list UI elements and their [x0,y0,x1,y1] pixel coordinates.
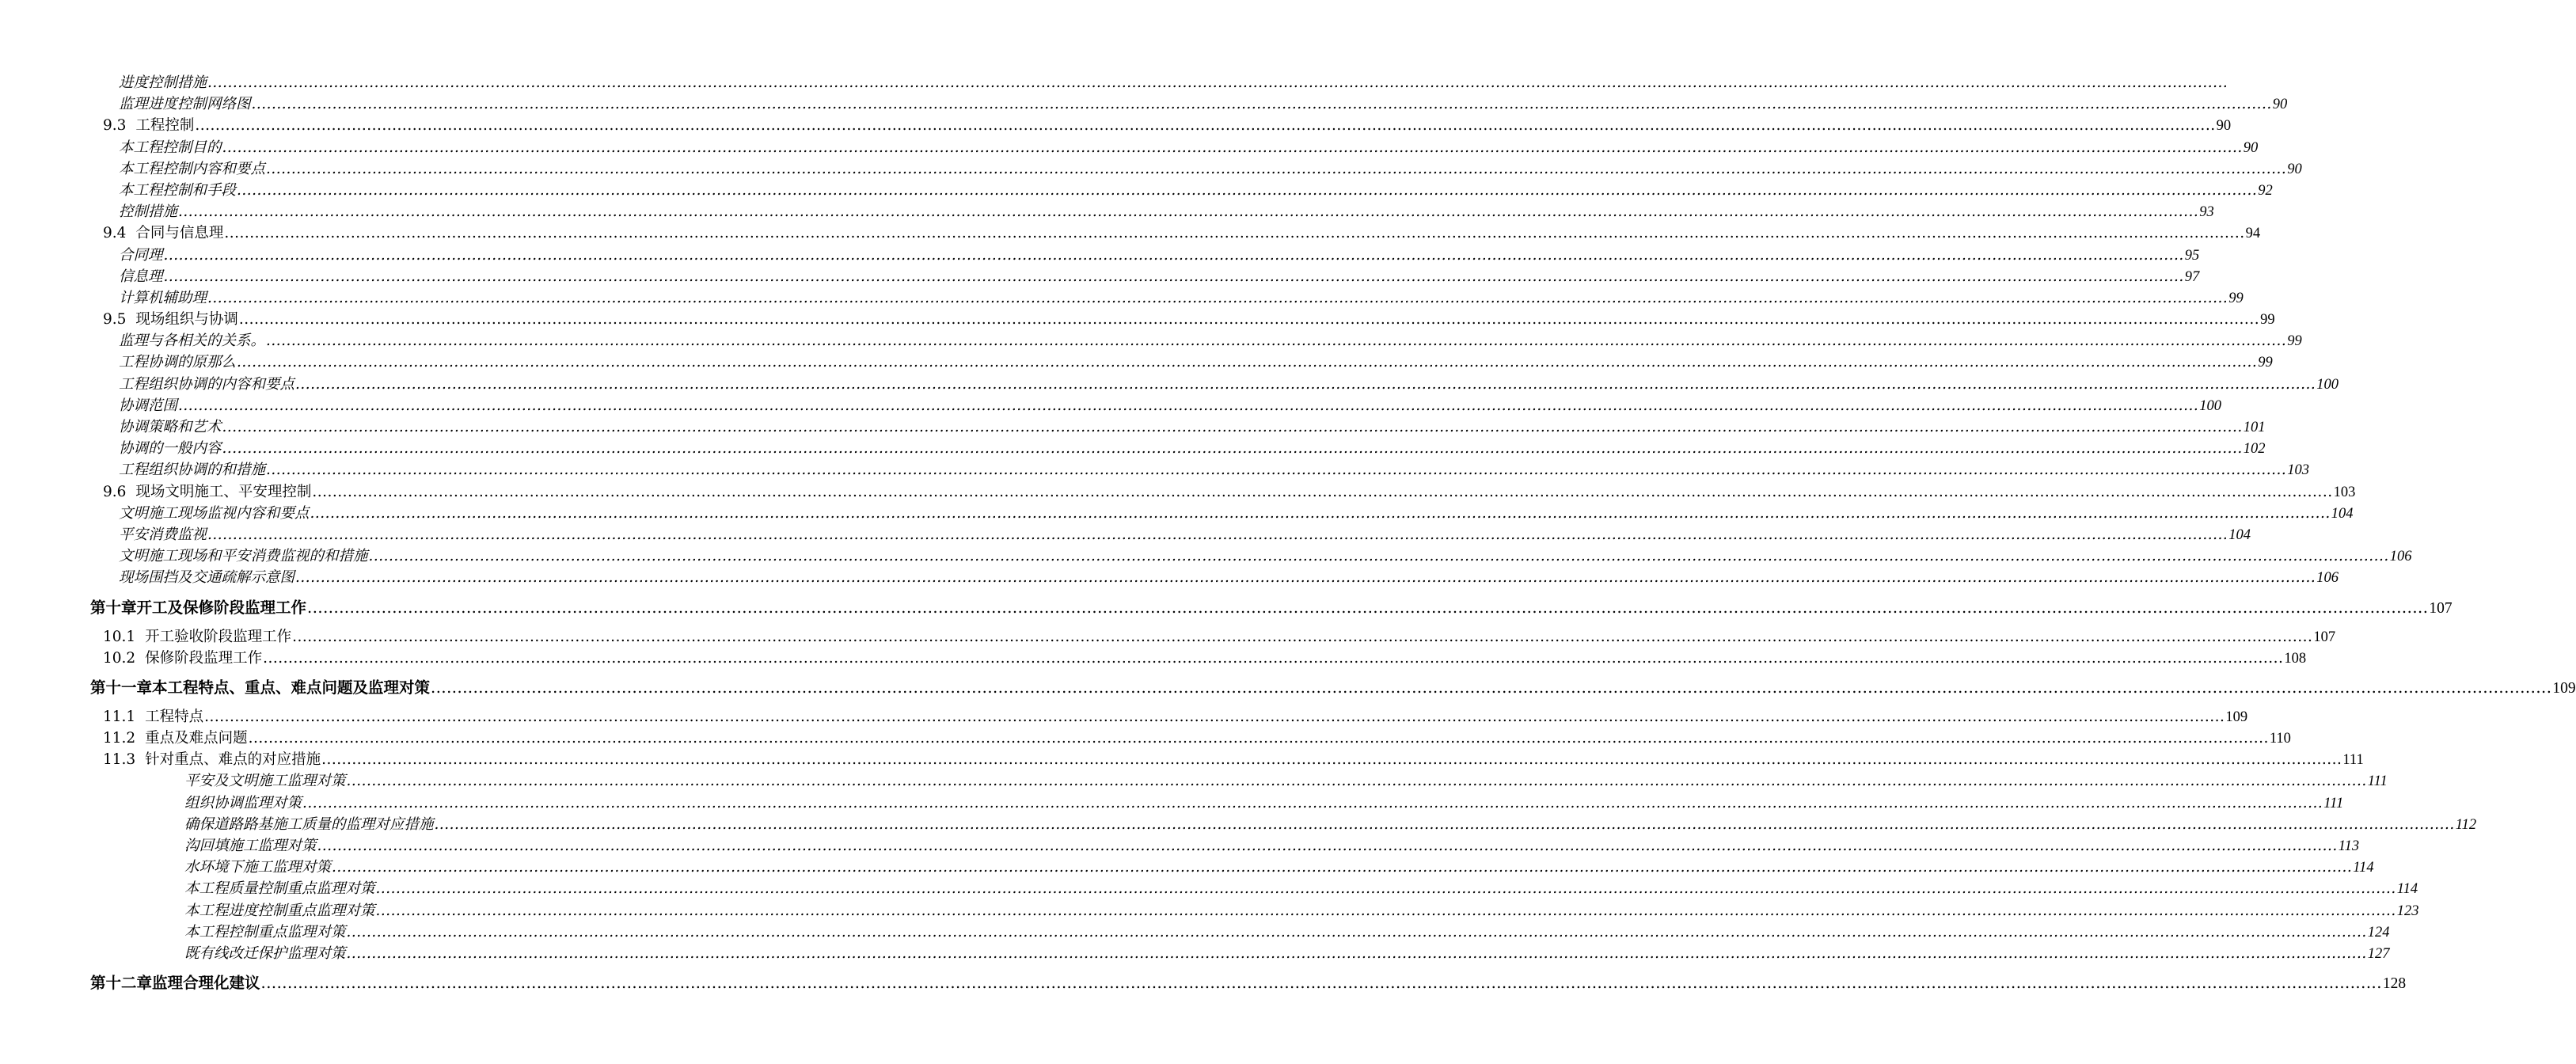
toc-page-number: 111 [2342,752,2364,769]
toc-page-number: 99 [2258,355,2273,371]
toc-entry-title [119,330,265,352]
toc-subsection-entry [119,352,2273,373]
toc-page-number: 94 [2245,226,2261,242]
toc-page-number: 114 [2396,881,2418,898]
toc-entry-title [184,943,346,964]
toc-dot-leader: ................................................................................................................................................................................................................................................................................................................................................................................................................ [307,598,2429,617]
toc-dot-leader: ................................................................................................................................................................................................................................................................................................................................................................................................................ [222,440,2243,458]
toc-entry-title [119,287,207,309]
toc-dot-leader: ................................................................................................................................................................................................................................................................................................................................................................................................................ [222,139,2243,156]
toc-entry-title [119,374,294,395]
toc-dot-leader: ................................................................................................................................................................................................................................................................................................................................................................................................................ [263,649,2284,667]
toc-entry-title [184,792,302,814]
toc-dot-leader: ................................................................................................................................................................................................................................................................................................................................................................................................................ [431,678,2552,697]
toc-title-text: 本工程质量控制重点监理对策 [184,880,375,898]
toc-page-number: 104 [2228,526,2251,543]
toc-dot-leader: ................................................................................................................................................................................................................................................................................................................................................................................................................ [346,944,2367,962]
toc-entry-title [119,545,368,567]
toc-subsection-entry [119,245,2200,266]
toc-section-entry [103,309,2275,330]
toc-dot-leader: ................................................................................................................................................................................................................................................................................................................................................................................................................ [302,794,2323,811]
toc-entry-title [103,706,203,728]
toc-dot-leader: ................................................................................................................................................................................................................................................................................................................................................................................................................ [178,397,2199,414]
toc-subsection-entry [184,943,2390,964]
toc-title-text: 平安及文明施工监理对策 [184,773,346,790]
toc-page-number: 107 [2313,629,2336,645]
toc-section-number: 10.1 [103,628,136,645]
toc-subsection-entry [119,374,2339,395]
toc-entry-title [119,93,251,115]
toc-dot-leader: ................................................................................................................................................................................................................................................................................................................................................................................................................ [321,751,2342,769]
toc-title-text: 本工程控制和手段 [119,181,237,199]
toc-dot-leader: ................................................................................................................................................................................................................................................................................................................................................................................................................ [434,815,2455,833]
toc-page-number: 92 [2258,182,2273,199]
toc-page-number: 99 [2260,312,2275,329]
toc-subsection-entry [119,180,2273,201]
toc-dot-leader: ................................................................................................................................................................................................................................................................................................................................................................................................................ [295,375,2316,393]
toc-title-text: 现场组织与协调 [135,311,238,329]
toc-title-text: 文明施工现场监视内容和要点 [119,504,310,522]
toc-subsection-entry [184,770,2388,792]
toc-title-text: 文明施工现场和平安消费监视的和措施 [119,548,368,565]
toc-page-number: 123 [2396,902,2419,919]
toc-title-text: 本工程控制内容和要点 [119,160,266,177]
toc-entry-title [119,524,207,545]
toc-title-text: 确保道路路基施工质量的监理对应措施 [184,815,434,833]
toc-title-text: 信息理 [119,268,163,285]
toc-chapter-entry [90,677,2576,698]
toc-page-number: 106 [2389,549,2412,565]
toc-dot-leader: ................................................................................................................................................................................................................................................................................................................................................................................................................ [266,332,2287,350]
toc-page-number: 106 [2316,570,2339,587]
toc-section-entry [103,222,2261,244]
toc-dot-leader: ................................................................................................................................................................................................................................................................................................................................................................................................................ [368,548,2389,565]
toc-dot-leader: ................................................................................................................................................................................................................................................................................................................................................................................................................ [266,462,2287,479]
toc-section-entry [103,728,2291,749]
toc-entry-title [90,597,306,618]
toc-title-text: 组织协调监理对策 [184,794,302,811]
toc-subsection-entry [184,922,2390,943]
toc-entry-title [184,922,346,943]
toc-title-text: 工程控制 [135,117,195,135]
toc-title-text: 计算机辅助理 [119,289,207,306]
toc-title-text: 工程特点 [145,708,204,725]
toc-subsection-entry [119,438,2266,459]
toc-subsection-entry [184,814,2477,835]
toc-page-number: 113 [2338,838,2360,854]
toc-dot-leader: ................................................................................................................................................................................................................................................................................................................................................................................................................ [238,311,2260,329]
toc-page-number: 97 [2184,268,2200,285]
toc-entry-title [119,266,163,287]
toc-title-text: 协调的一般内容 [119,440,222,458]
toc-section-number: 9.4 [103,225,127,242]
toc-title-text: 工程协调的原那么 [119,354,237,371]
toc-title-text: 第十二章监理合理化建议 [90,974,260,993]
toc-subsection-entry [184,835,2360,857]
toc-subsection-entry [119,93,2288,115]
toc-section-entry [103,626,2336,648]
toc-section-number: 11.2 [103,730,136,747]
toc-entry-title [103,222,223,244]
toc-section-entry [103,706,2248,728]
toc-section-number: 9.3 [103,117,127,135]
toc-subsection-entry [119,158,2302,180]
toc-dot-leader: ................................................................................................................................................................................................................................................................................................................................................................................................................ [237,181,2258,199]
toc-page-number: 90 [2243,139,2259,156]
toc-page-number: 101 [2243,420,2266,435]
toc-dot-leader: ................................................................................................................................................................................................................................................................................................................................................................................................................ [163,246,2184,264]
toc-page-number: 103 [2333,484,2356,500]
toc-page-number: 99 [2228,290,2244,306]
toc-page-number: 107 [2429,599,2453,617]
toc-page-number: 90 [2287,161,2302,177]
toc-dot-leader: ................................................................................................................................................................................................................................................................................................................................................................................................................ [312,483,2333,500]
toc-page-number: 127 [2367,945,2390,962]
toc-dot-leader: ................................................................................................................................................................................................................................................................................................................................................................................................................ [266,160,2287,177]
toc-section-number: 11.1 [103,708,136,725]
toc-title-text: 监理进度控制网络图 [119,96,251,113]
toc-page-number: 102 [2243,441,2266,458]
toc-section-entry [103,648,2307,669]
toc-entry-title [119,352,236,373]
toc-subsection-entry [184,900,2419,922]
toc-subsection-entry [119,201,2214,222]
toc-section-number: 10.2 [103,649,136,667]
toc-entry-title [184,900,375,922]
toc-title-text: 协调范围 [119,397,178,414]
toc-section-number: 11.3 [103,751,136,769]
toc-dot-leader: ................................................................................................................................................................................................................................................................................................................................................................................................................ [375,880,2396,898]
toc-entry-title [90,972,260,994]
toc-title-text: 工程组织协调的内容和要点 [119,375,295,393]
toc-subsection-entry [119,72,2228,93]
toc-entry-title [119,180,236,201]
toc-entry-title [119,503,310,524]
toc-dot-leader: ................................................................................................................................................................................................................................................................................................................................................................................................................ [295,569,2316,587]
toc-subsection-entry [119,137,2259,158]
toc-title-text: 合同理 [119,246,163,264]
toc-dot-leader: ................................................................................................................................................................................................................................................................................................................................................................................................................ [207,74,2228,91]
toc-dot-leader: ................................................................................................................................................................................................................................................................................................................................................................................................................ [195,117,2216,135]
toc-dot-leader: ................................................................................................................................................................................................................................................................................................................................................................................................................ [222,419,2243,435]
toc-page-number: 110 [2269,731,2291,747]
toc-dot-leader: ................................................................................................................................................................................................................................................................................................................................................................................................................ [332,859,2353,876]
toc-entry-title [119,201,177,222]
toc-title-text: 保修阶段监理工作 [145,649,263,667]
toc-title-text: 既有线改迁保护监理对策 [184,944,346,962]
toc-dot-leader: ................................................................................................................................................................................................................................................................................................................................................................................................................ [224,225,2245,242]
toc-subsection-entry [119,567,2339,588]
toc-entry-title [90,677,430,698]
toc-entry-title [184,814,434,835]
toc-dot-leader: ................................................................................................................................................................................................................................................................................................................................................................................................................ [237,354,2258,371]
toc-title-text: 针对重点、难点的对应措施 [145,751,321,769]
toc-dot-leader: ................................................................................................................................................................................................................................................................................................................................................................................................................ [207,289,2228,306]
toc-title-text: 沟回填施工监理对策 [184,838,317,854]
toc-entry-title [103,728,248,749]
toc-subsection-entry [184,857,2374,878]
toc-dot-leader: ................................................................................................................................................................................................................................................................................................................................................................................................................ [178,203,2199,221]
toc-title-text: 现场文明施工、平安理控制 [135,483,312,500]
toc-entry-title [119,438,222,459]
toc-entry-title [184,857,331,878]
toc-entry-title [119,395,177,416]
toc-page-number: 112 [2455,816,2477,833]
toc-subsection-entry [119,395,2222,416]
toc-entry-title [184,770,346,792]
toc-title-text: 开工验收阶段监理工作 [145,628,292,645]
toc-entry-title [119,158,265,180]
toc-title-text: 第十一章本工程特点、重点、难点问题及监理对策 [90,678,431,697]
toc-title-text: 工程组织协调的和措施 [119,462,266,479]
toc-title-text: 水环境下施工监理对策 [184,859,332,876]
toc-section-entry [103,115,2232,136]
toc-entry-title [103,115,194,136]
toc-page-number: 111 [2323,795,2344,811]
toc-subsection-entry [119,287,2244,309]
toc-entry-title [184,835,317,857]
toc-page-number: 99 [2287,333,2302,350]
toc-subsection-entry [119,545,2412,567]
toc-title-text: 重点及难点问题 [145,730,248,747]
toc-page-number: 109 [2225,709,2248,725]
toc-dot-leader: ................................................................................................................................................................................................................................................................................................................................................................................................................ [292,628,2313,645]
toc-dot-leader: ................................................................................................................................................................................................................................................................................................................................................................................................................ [260,974,2382,993]
toc-dot-leader: ................................................................................................................................................................................................................................................................................................................................................................................................................ [248,730,2269,747]
toc-dot-leader: ................................................................................................................................................................................................................................................................................................................................................................................................................ [317,838,2338,854]
toc-page-number: 95 [2184,247,2200,264]
toc-dot-leader: ................................................................................................................................................................................................................................................................................................................................................................................................................ [346,773,2367,790]
toc-dot-leader: ................................................................................................................................................................................................................................................................................................................................................................................................................ [251,96,2272,113]
toc-title-text: 本工程控制目的 [119,139,222,156]
toc-subsection-entry [119,330,2302,352]
toc-entry-title [119,245,163,266]
toc-entry-title [119,459,265,481]
toc-title-text: 监理与各相关的关系。 [119,332,266,350]
toc-subsection-entry [119,266,2200,287]
toc-page-number: 124 [2367,924,2390,940]
toc-dot-leader: ................................................................................................................................................................................................................................................................................................................................................................................................................ [207,526,2228,543]
table-of-contents [0,72,2576,1001]
toc-title-text: 控制措施 [119,203,178,221]
toc-title-text: 进度控制措施 [119,74,207,91]
toc-entry-title [103,481,311,503]
toc-title-text: 现场围挡及交通疏解示意图 [119,569,295,587]
toc-subsection-entry [184,792,2344,814]
toc-title-text: 本工程进度控制重点监理对策 [184,902,375,919]
toc-entry-title [119,72,207,93]
toc-section-number: 9.6 [103,483,127,500]
toc-section-number: 9.5 [103,311,127,329]
toc-entry-title [103,626,291,648]
toc-page-number: 100 [2199,397,2222,414]
toc-entry-title [103,309,238,330]
toc-chapter-entry [90,972,2407,994]
toc-entry-title [103,749,321,770]
toc-entry-title [184,878,375,899]
toc-entry-title [119,567,294,588]
toc-title-text: 合同与信息理 [135,225,224,242]
toc-dot-leader: ................................................................................................................................................................................................................................................................................................................................................................................................................ [310,504,2331,522]
toc-page-number: 111 [2367,773,2388,790]
toc-title-text: 本工程控制重点监理对策 [184,923,346,940]
toc-page-number: 128 [2382,975,2407,993]
toc-page-number: 104 [2331,505,2354,522]
toc-page-number: 108 [2284,650,2307,667]
toc-subsection-entry [184,878,2418,899]
toc-subsection-entry [119,503,2354,524]
toc-section-entry [103,481,2356,503]
toc-section-entry [103,749,2364,770]
toc-entry-title [103,648,262,669]
toc-subsection-entry [119,416,2266,438]
toc-subsection-entry [119,524,2251,545]
toc-page-number: 93 [2199,204,2214,221]
toc-dot-leader: ................................................................................................................................................................................................................................................................................................................................................................................................................ [375,902,2396,919]
toc-dot-leader: ................................................................................................................................................................................................................................................................................................................................................................................................................ [346,923,2367,940]
toc-page-number: 100 [2316,376,2339,393]
toc-page-number: 103 [2287,462,2310,479]
toc-title-text: 协调策略和艺术 [119,419,222,435]
toc-dot-leader: ................................................................................................................................................................................................................................................................................................................................................................................................................ [163,268,2184,285]
toc-title-text: 第十章开工及保修阶段监理工作 [90,598,307,617]
toc-title-text: 平安消费监视 [119,526,207,543]
toc-entry-title [119,416,222,438]
toc-page-number: 90 [2272,97,2288,113]
toc-page-number: 114 [2353,860,2374,876]
toc-page-number: 90 [2216,118,2232,135]
toc-dot-leader: ................................................................................................................................................................................................................................................................................................................................................................................................................ [204,708,2225,725]
toc-subsection-entry [119,459,2310,481]
toc-entry-title [119,137,222,158]
toc-page-number: 109 [2552,679,2576,697]
toc-chapter-entry [90,597,2453,618]
